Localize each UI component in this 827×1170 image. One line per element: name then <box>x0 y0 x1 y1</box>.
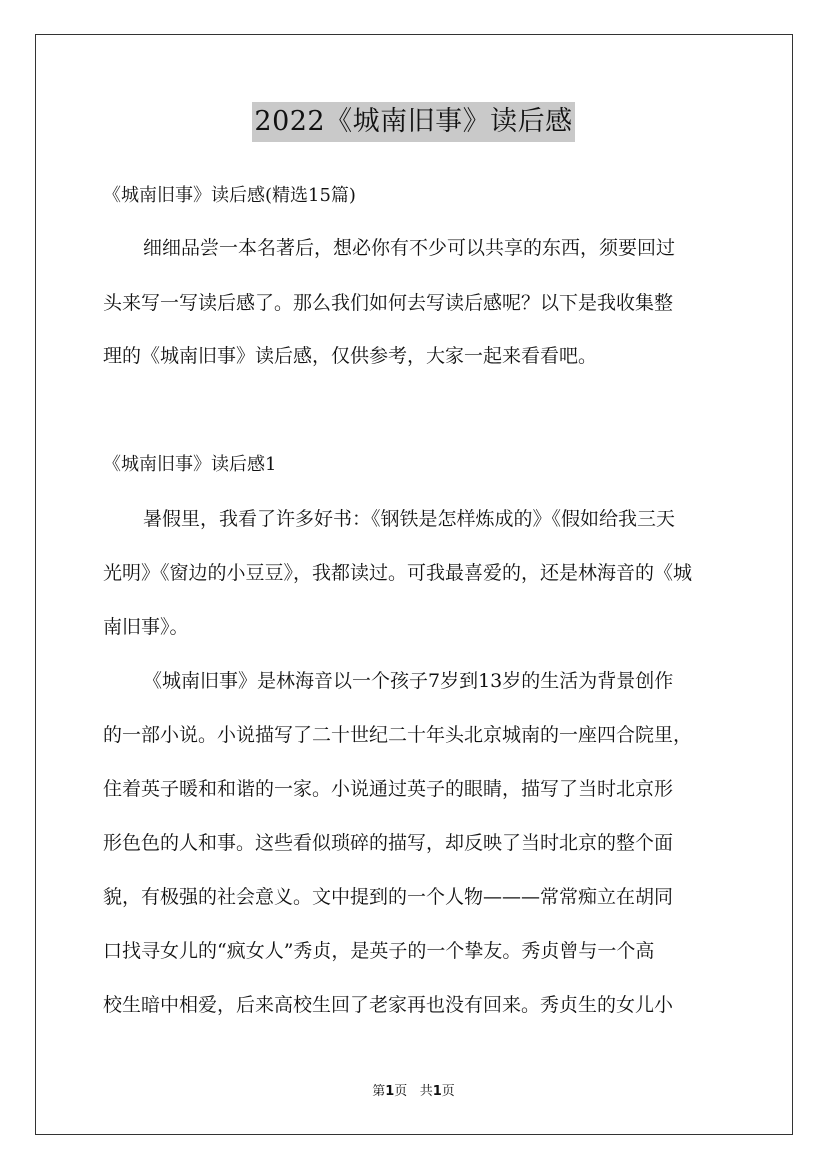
page-footer <box>0 1083 827 1101</box>
footer-page-prefix: 第 <box>372 1084 386 1099</box>
footer-total-suffix: 页 <box>441 1084 455 1099</box>
para2-line-3: 住着英子暖和和谐的一家。小说通过英子的眼睛，描写了当时北京形 <box>103 778 674 800</box>
para2-line-1: 《城南旧事》是林海音以一个孩子7岁到13岁的生活为背景创作 <box>143 670 674 692</box>
section-heading: 《城南旧事》读后感1 <box>103 454 277 475</box>
intro-line-2: 头来写一写读后感了。那么我们如何去写读后感呢？以下是我收集整 <box>103 292 674 314</box>
para2-line-7: 校生暗中相爱，后来高校生回了老家再也没有回来。秀贞生的女儿小 <box>103 994 674 1016</box>
footer-page-number: 1 <box>385 1084 395 1099</box>
document-title: 2022《城南旧事》读后感 <box>252 102 574 142</box>
document-subtitle: 《城南旧事》读后感(精选15篇) <box>103 185 356 206</box>
intro-line-1: 细细品尝一本名著后，想必你有不少可以共享的东西，须要回过 <box>143 237 676 259</box>
para2-line-2: 的一部小说。小说描写了二十世纪二十年头北京城南的一座四合院里， <box>103 724 693 746</box>
para2-line-4: 形色色的人和事。这些看似琐碎的描写，却反映了当时北京的整个面 <box>103 832 674 854</box>
para1-line-2: 光明》《窗边的小豆豆》，我都读过。可我最喜爱的，还是林海音的《城 <box>103 562 693 584</box>
para2-line-5: 貌，有极强的社会意义。文中提到的一个人物———常常痴立在胡同 <box>103 886 674 908</box>
footer-total-number: 1 <box>432 1084 442 1099</box>
para1-line-1: 暑假里，我看了许多好书：《钢铁是怎样炼成的》《假如给我三天 <box>143 508 676 530</box>
footer-page-suffix: 页 <box>394 1084 408 1099</box>
document-title-container <box>0 102 827 142</box>
para1-line-3: 南旧事》。 <box>103 616 189 638</box>
para2-line-6: 口找寻女儿的“疯女人”秀贞，是英子的一个挚友。秀贞曾与一个高 <box>103 940 655 962</box>
intro-line-3: 理的《城南旧事》读后感，仅供参考，大家一起来看看吧。 <box>103 345 598 367</box>
footer-total-prefix: 共 <box>419 1084 433 1099</box>
